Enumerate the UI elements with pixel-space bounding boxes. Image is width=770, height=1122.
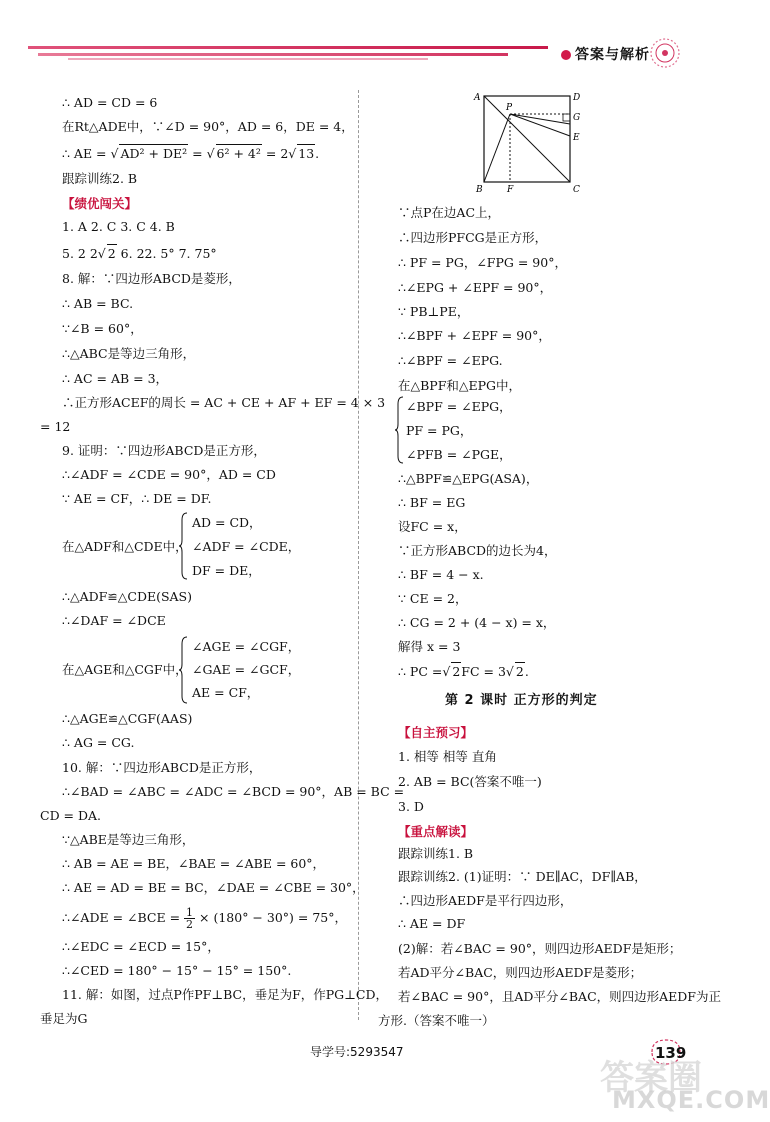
formula-part: 5. 2 2 — [62, 246, 98, 261]
text-line: ∵ CE = 2， — [398, 591, 468, 606]
text-line: ∴∠BPF = ∠EPG. — [398, 353, 503, 368]
section-tag: 【重点解读】 — [398, 824, 474, 839]
header-title: 答案与解析 — [575, 47, 650, 63]
text-line: ∴∠EPG + ∠EPF = 90°， — [398, 280, 553, 295]
text-line: ∴△BPF≌△EPG(ASA)， — [398, 471, 539, 486]
formula-part: ∴ PC = — [398, 664, 443, 679]
formula-part: ∴∠ADE = ∠BCE = — [62, 910, 181, 925]
fraction — [184, 907, 195, 930]
sqrt-content: 2 — [515, 664, 524, 679]
fraction-denominator: 2 — [186, 918, 194, 931]
text-line: 方形.（答案不唯一） — [378, 1013, 495, 1028]
system-eq: ∠PFB = ∠PGE， — [406, 447, 512, 462]
brace-icon — [394, 396, 404, 464]
text-line: ∴∠DAF = ∠DCE — [62, 613, 166, 628]
formula-line: ∴ AE = √ AD² + DE² = √ 6² + 4² = 2√ 13. — [62, 146, 320, 161]
text-line: 跟踪训练1. B — [398, 846, 474, 861]
brace-icon — [178, 636, 188, 704]
text-line: ∴四边形PFCG是正方形， — [398, 230, 548, 245]
system-eq: PF = PG， — [406, 423, 473, 438]
text-line: ∵点P在边AC上， — [398, 205, 501, 220]
text-line: ∴∠EDC = ∠ECD = 15°， — [62, 939, 220, 954]
figure-label: B — [476, 185, 483, 195]
figure-label: E — [573, 133, 580, 143]
system-eq: AD = CD， — [192, 515, 262, 530]
header-bullet-icon — [561, 50, 571, 60]
sqrt-content: 2 — [452, 664, 461, 679]
watermark-url: MXQE.COM — [612, 1086, 770, 1114]
text-line: 跟踪训练2. (1)证明：∵ DE∥AC，DF∥AB， — [398, 869, 647, 884]
text-line: ∵∠B = 60°， — [62, 321, 143, 336]
text-line: ∴ BF = EG — [398, 495, 466, 510]
text-line: ∵ PB⊥PE， — [398, 304, 470, 319]
page-number: 139 — [655, 1044, 687, 1062]
formula-part: × (180° − 30°) = 75°， — [199, 910, 347, 925]
text-line: 解得 x = 3 — [398, 639, 461, 654]
text-line: ∴∠CED = 180° − 15° − 15° = 150°. — [62, 963, 292, 978]
text-line: ∴∠BPF + ∠EPF = 90°， — [398, 328, 551, 343]
text-line: 若AD平分∠BAC，则四边形AEDF是菱形； — [398, 965, 643, 980]
header-stripe — [28, 46, 548, 49]
text-line: 跟踪训练2. B — [62, 171, 138, 186]
text-line: ∴四边形AEDF是平行四边形， — [398, 893, 573, 908]
text-line: = 12 — [40, 419, 71, 434]
text-line: 垂足为G — [40, 1011, 88, 1026]
text-line: 若∠BAC = 90°，且AD平分∠BAC，则四边形AEDF为正 — [398, 989, 721, 1004]
figure-label: A — [474, 93, 481, 103]
text-line: 3. D — [398, 799, 424, 814]
text-line: ∴ AB = BC. — [62, 296, 134, 311]
text-line: ∴ AG = CG. — [62, 735, 135, 750]
figure-label: C — [573, 185, 580, 195]
system-eq: ∠BPF = ∠EPG， — [406, 399, 512, 414]
system-eq: ∠GAE = ∠GCF， — [192, 662, 301, 677]
formula-line: 5. 2 2√ 2 6. 22. 5° 7. 75° — [62, 246, 217, 261]
formula-line: ∴ PC =√ 2FC = 3√ 2. — [398, 664, 529, 679]
header-stripe — [68, 58, 428, 60]
text-line: ∴ CG = 2 + (4 − x) = x， — [398, 615, 556, 630]
system-eq: AE = CF， — [192, 685, 260, 700]
figure-label: D — [573, 93, 581, 103]
text-line: ∴△ABC是等边三角形， — [62, 346, 196, 361]
sqrt-content: 2 — [107, 246, 116, 261]
text-line: ∴ AE = AD = BE = BC，∠DAE = ∠CBE = 30°， — [62, 880, 365, 895]
text-line: ∴ BF = 4 − x. — [398, 567, 484, 582]
system-eq: ∠AGE = ∠CGF， — [192, 639, 301, 654]
system-eq: ∠ADF = ∠CDE， — [192, 539, 301, 554]
text-line: 1. 相等 相等 直角 — [398, 749, 497, 764]
text-line: 8. 解：∵四边形ABCD是菱形， — [62, 271, 241, 286]
header-stripe — [38, 53, 508, 56]
watermark-logo: 答案圈 — [600, 1058, 702, 1098]
text-line: 在Rt△ADE中，∵∠D = 90°，AD = 6，DE = 4， — [62, 119, 354, 134]
text-line: ∵正方形ABCD的边长为4， — [398, 543, 557, 558]
text-line: ∴正方形ACEF的周长 = AC + CE + AF + EF = 4 × 3 — [62, 395, 386, 410]
figure-label: G — [573, 113, 581, 123]
text-line: CD = DA. — [40, 808, 102, 823]
fraction-numerator: 1 — [186, 906, 194, 919]
figure-label: P — [506, 103, 513, 113]
text-line: (2)解：若∠BAC = 90°，则四边形AEDF是矩形； — [398, 941, 682, 956]
formula-part: . — [315, 146, 320, 161]
text-line: ∴ PF = PG，∠FPG = 90°， — [398, 255, 567, 270]
header-decoration — [28, 46, 558, 60]
text-line: ∴ AB = AE = BE，∠BAE = ∠ABE = 60°， — [62, 856, 326, 871]
system-lead: 在△AGE和△CGF中， — [62, 662, 188, 677]
sqrt-content: 13 — [298, 146, 315, 161]
text-line: ∴△ADF≌△CDE(SAS) — [62, 589, 192, 604]
formula-part: 6. 22. 5° 7. 75° — [116, 246, 217, 261]
formula-part: = 2 — [265, 146, 289, 161]
formula-part: = — [192, 146, 203, 161]
text-line: ∵ AE = CF，∴ DE = DF. — [62, 491, 212, 506]
text-line: 9. 证明：∵四边形ABCD是正方形， — [62, 443, 266, 458]
text-line: 在△BPF和△EPG中， — [398, 378, 522, 393]
system-eq: DF = DE， — [192, 563, 261, 578]
section-tag: 【绩优闯关】 — [62, 196, 138, 211]
text-line: ∴ AD = CD = 6 — [62, 95, 158, 110]
guide-code: 导学号:5293547 — [310, 1045, 404, 1059]
text-line: ∴ AC = AB = 3， — [62, 371, 169, 386]
geometry-figure — [470, 88, 590, 198]
text-line: ∴△AGE≌△CGF(AAS) — [62, 711, 193, 726]
system-lead: 在△ADF和△CDE中， — [62, 539, 188, 554]
formula-part: ∴ AE = — [62, 146, 107, 161]
section-tag: 【自主预习】 — [398, 725, 474, 740]
sqrt-content: 6² + 4² — [216, 146, 261, 161]
formula-part: . — [524, 664, 529, 679]
flower-ornament-icon — [648, 36, 682, 70]
formula-line — [62, 907, 347, 930]
sqrt-content: AD² + DE² — [120, 146, 188, 161]
text-line: 10. 解：∵四边形ABCD是正方形， — [62, 760, 262, 775]
text-line: 设FC = x， — [398, 519, 467, 534]
text-line: 1. A 2. C 3. C 4. B — [62, 219, 175, 234]
formula-part: FC = 3 — [461, 664, 506, 679]
figure-label: F — [507, 185, 514, 195]
text-line: 11. 解：如图，过点P作PF⊥BC，垂足为F，作PG⊥CD， — [62, 987, 388, 1002]
brace-icon — [178, 512, 188, 580]
text-line: ∵△ABE是等边三角形， — [62, 832, 195, 847]
text-line: 2. AB = BC(答案不唯一) — [398, 774, 542, 789]
text-line: ∴∠ADF = ∠CDE = 90°，AD = CD — [62, 467, 276, 482]
text-line: ∴ AE = DF — [398, 916, 466, 931]
text-line: ∴∠BAD = ∠ABC = ∠ADC = ∠BCD = 90°，AB = BC = — [62, 784, 405, 799]
section-title: 第 2 课时 正方形的判定 — [445, 693, 598, 708]
